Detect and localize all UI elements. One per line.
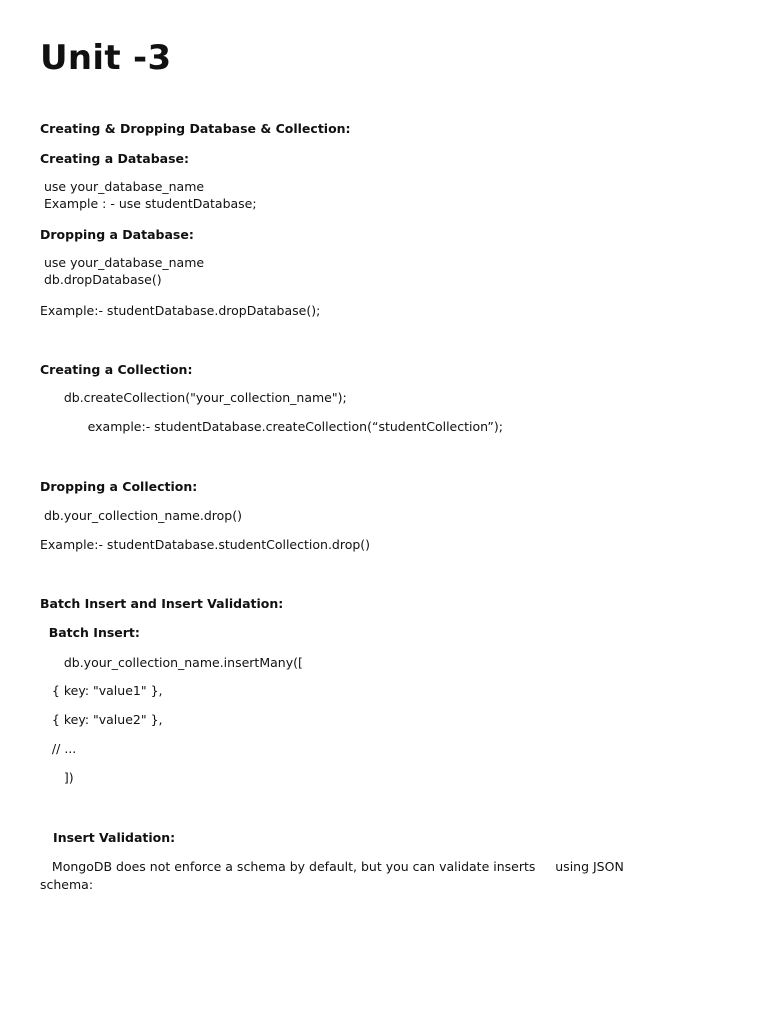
drop-db-example: Example:- studentDatabase.dropDatabase();	[40, 303, 321, 318]
validation-text-line-2: schema:	[40, 877, 94, 892]
create-coll-example: example:- studentDatabase.createCollection(“studentCollection”);	[40, 419, 503, 434]
validation-text-line-1: MongoDB does not enforce a schema by default, but you can validate inserts using JSON	[40, 859, 624, 874]
batch-heading: Batch Insert and Insert Validation:	[40, 596, 284, 611]
create-db-heading: Creating a Database:	[40, 151, 190, 166]
drop-coll-heading: Dropping a Collection:	[40, 479, 198, 494]
drop-db-line-1: use your_database_name	[40, 255, 205, 270]
batch-line-2: { key: "value1" },	[40, 683, 163, 698]
drop-db-heading: Dropping a Database:	[40, 227, 194, 242]
create-db-line-1: use your_database_name	[40, 179, 205, 194]
drop-coll-example: Example:- studentDatabase.studentCollection.drop()	[40, 537, 371, 552]
batch-line-4: // ...	[40, 741, 77, 756]
batch-line-1: db.your_collection_name.insertMany([	[40, 655, 303, 670]
create-db-line-2: Example : - use studentDatabase;	[40, 196, 257, 211]
create-coll-heading: Creating a Collection:	[40, 362, 193, 377]
drop-db-line-2: db.dropDatabase()	[40, 272, 162, 287]
batch-subheading: Batch Insert:	[40, 625, 140, 640]
drop-coll-code: db.your_collection_name.drop()	[40, 508, 242, 523]
create-coll-code: db.createCollection("your_collection_name");	[40, 390, 347, 405]
batch-line-5: ])	[40, 770, 74, 785]
batch-line-3: { key: "value2" },	[40, 712, 163, 727]
page-title: Unit -3	[40, 38, 172, 78]
section-heading: Creating & Dropping Database & Collection:	[40, 121, 351, 136]
validation-heading: Insert Validation:	[40, 830, 176, 845]
